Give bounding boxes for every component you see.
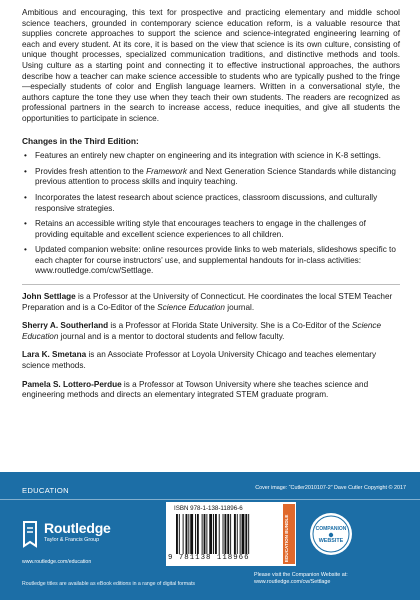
bullet-icon: • — [24, 219, 27, 229]
routledge-mark-icon — [20, 520, 40, 548]
back-cover-text — [22, 8, 400, 409]
author-bio-em: Science Education — [22, 321, 382, 341]
author-bio-text: is a Professor at Towson University where she teaches science and engineering methods and directs an elementary integrated STEM graduate program. — [22, 379, 369, 400]
list-item-text: Features an entirely new chapter on engineering and its integration with science in K-8 settings. — [35, 151, 381, 161]
list-item-text: Updated companion website: online resources provide links to web materials, slideshows specific to each chapter for course instructors’ use, and supplemental handouts for in-class activities: www.routledge.com/cw/Settlage. — [35, 245, 396, 276]
band-divider — [0, 499, 420, 500]
list-item-text: Incorporates the latest research about science practices, classroom discussions, and culturally responsive strategies. — [35, 192, 378, 213]
subject-label: EDUCATION — [22, 486, 69, 495]
author-name: Lara K. Smetana — [22, 350, 87, 360]
barcode-icon — [174, 514, 280, 554]
changes-list — [22, 151, 400, 277]
changes-heading: Changes in the Third Edition: — [22, 135, 139, 146]
divider — [22, 284, 400, 285]
author-name: John Settlage — [22, 292, 76, 302]
intro-paragraph: Ambitious and encouraging, this text for prospective and practicing elementary and middle school science teachers, grounded in contemporary science education reform, is a valuable resource that supplies concrete approaches to support the science and science-integrated engineering learning of each and every student. At its core, it is based on the view that science is its own culture, consisting of unique thought processes, specialized communication traditions, and distinctive methods and tools. Using culture as a starting point and connecting it to effective instructional approaches, the authors describe how a teacher can make science accessible to students who are typically pushed to the fringe—especially students of color and English language learners. Written in a conversational style, the authors capture the tone they use when they teach their own students. The readers are recognized as professional partners in the search to increase access, reduce inequities, and give all students the opportunities to participate in science. — [22, 8, 400, 123]
bullet-icon: • — [24, 166, 27, 176]
cover-credit: Cover image: “Cutler2010107-2” Dave Cutler Copyright © 2017 — [255, 485, 406, 491]
companion-badge-top: COMPANION — [315, 526, 347, 532]
author-bio-text: is a Professor at Florida State University. She is a Co-Editor of the — [108, 321, 352, 331]
publisher-name: Routledge — [44, 520, 111, 536]
bullet-icon: • — [24, 151, 27, 161]
list-item-text: Retains an accessible writing style that encourages teachers to engage in the challenges of providing equitable and excellent science experiences to all children. — [35, 219, 366, 239]
companion-badge-bottom: WEBSITE — [318, 538, 344, 544]
list-item-text-post: and Next Generation Science Standards while distancing previous attention to process skills and inquiry teaching. — [35, 166, 396, 187]
author-bio-text-post: journal. — [225, 302, 255, 312]
author-bio-text: is a Professor at the University of Connecticut. He coordinates the local STEM Teacher Preparation and is a Co-Editor of the — [22, 292, 393, 312]
barcode-box — [166, 502, 296, 566]
list-item — [22, 245, 400, 277]
ebook-note: Routledge titles are available as eBook editions in a range of digital formats — [22, 581, 196, 587]
list-item — [22, 167, 400, 188]
list-item — [22, 193, 400, 214]
author-bio — [22, 380, 400, 401]
companion-website-badge-icon — [308, 511, 354, 557]
companion-line-1: Please visit the Companion Website at: — [254, 572, 348, 578]
author-bio — [22, 292, 400, 313]
list-item-text-pre: Provides fresh attention to the — [35, 166, 147, 176]
list-item — [22, 219, 400, 240]
author-name: Pamela S. Lottero-Perdue — [22, 379, 122, 389]
barcode-number: 9 781138 118966 — [168, 554, 250, 562]
publisher-url: www.routledge.com/education — [22, 559, 92, 565]
author-bio-text-post: journal and is a mentor to doctoral students and fellow faculty. — [58, 331, 285, 341]
bullet-icon: • — [24, 192, 27, 202]
publisher-band — [0, 472, 420, 600]
price-tag — [283, 504, 295, 564]
publisher-subtitle: Taylor & Francis Group — [44, 537, 100, 543]
bullet-icon: • — [24, 245, 27, 255]
companion-url: www.routledge.com/cw/Settlage — [254, 579, 331, 585]
routledge-logo — [20, 518, 132, 552]
author-bio — [22, 321, 400, 342]
author-bio-em: Science Education — [157, 302, 225, 312]
list-item — [22, 151, 400, 162]
price-tag-text: EDUCATION BUNDLE — [284, 514, 289, 562]
author-bio — [22, 350, 400, 371]
author-name: Sherry A. Southerland — [22, 321, 109, 331]
author-bio-text: is an Associate Professor at Loyola University Chicago and teaches elementary science methods. — [22, 350, 377, 371]
isbn-label: ISBN 978-1-138-11896-6 — [174, 505, 243, 512]
list-item-text-em: Framework — [146, 166, 188, 176]
companion-website-text — [254, 572, 348, 586]
